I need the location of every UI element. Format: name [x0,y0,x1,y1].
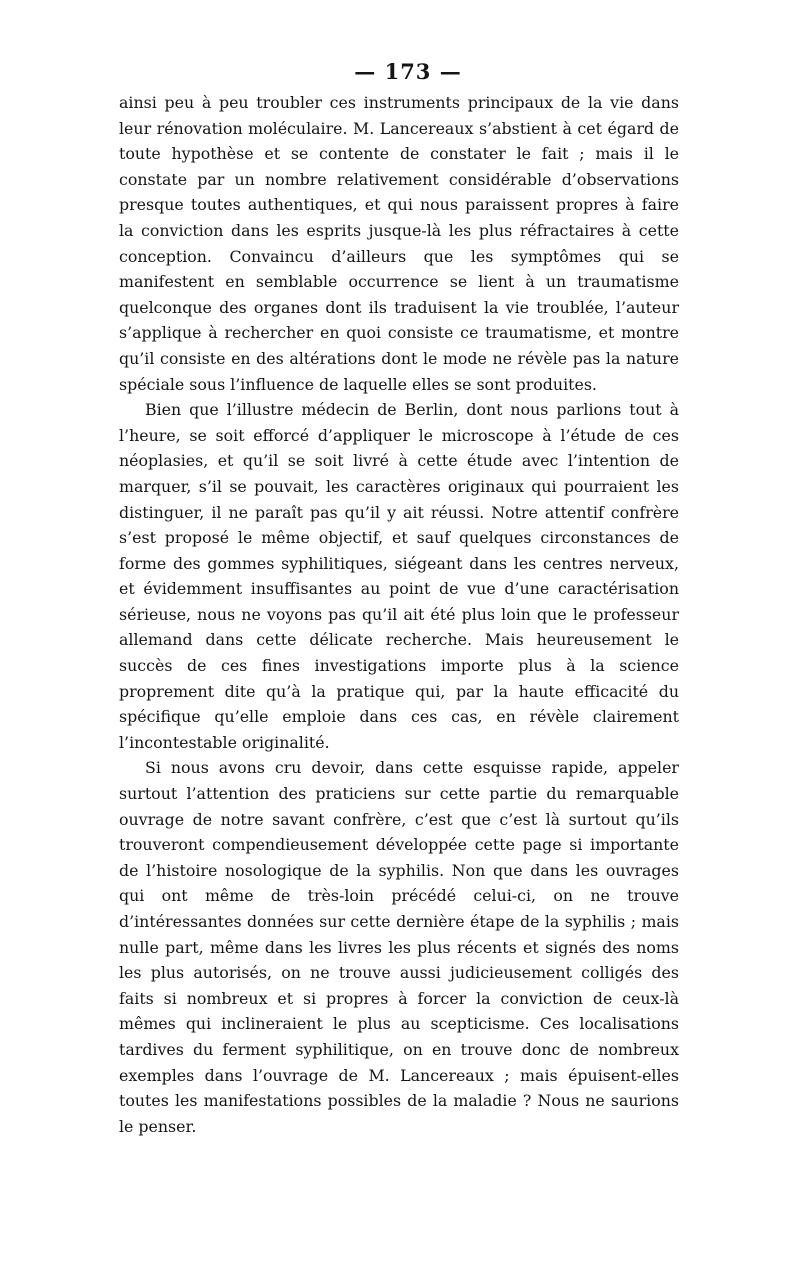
paragraph-2: Bien que l’illustre médecin de Berlin, dont nous parlions tout à l’heure, se soit efforcé d’appliquer le microscope à l’étude de ces néoplasies, et qu’il se soit livré à cette étude avec l’intention de marquer, s’il se pouvait, les caractères originaux qui pourraient les distinguer, il ne paraît pas qu’il y ait réussi. Notre attentif confrère s’est proposé le même objectif, et sauf quelques circonstances de forme des gommes syphilitiques, siégeant dans les centres nerveux, et évidemment insuffisantes au point de vue d’une caractérisation sérieuse, nous ne voyons pas qu’il ait été plus loin que le professeur allemand dans cette délicate recherche. Mais heureusement le succès de ces fines investigations importe plus à la science proprement dite qu’à la pratique qui, par la haute efficacité du spécifique qu’elle emploie dans ces cas, en révèle clairement l’incontestable originalité. [119,400,679,752]
book-page [119,58,679,1139]
paragraph-1: ainsi peu à peu troubler ces instruments principaux de la vie dans leur rénovation moléculaire. M. Lancereaux s’abstient à cet égard de toute hypothèse et se contente de constater le fait ; mais il le constate par un nombre relativement considérable d’observations presque toutes authentiques, et qui nous paraissent propres à faire la conviction dans les esprits jusque-là les plus réfractaires à cette conception. Convaincu d’ailleurs que les symptômes qui se manifestent en semblable occurrence se lient à un traumatisme quelconque des organes dont ils traduisent la vie troublée, l’auteur s’applique à rechercher en quoi consiste ce traumatisme, et montre qu’il consiste en des altérations dont le mode ne révèle pas la nature spéciale sous l’influence de laquelle elles se sont produites. [119,93,679,394]
paragraph-3: Si nous avons cru devoir, dans cette esquisse rapide, appeler surtout l’attention des praticiens sur cette partie du remarquable ouvrage de notre savant confrère, c’est que c’est là surtout qu’ils trouveront compendieusement développée cette page si importante de l’histoire nosologique de la syphilis. Non que dans les ouvrages qui ont même de très-loin précédé celui-ci, on ne trouve d’intéressantes données sur cette dernière étape de la syphilis ; mais nulle part, même dans les livres les plus récents et signés des noms les plus autorisés, on ne trouve aussi judicieusement colligés des faits si nombreux et si propres à forcer la conviction de ceux-là mêmes qui inclineraient le plus au scepticisme. Ces localisations tardives du ferment syphilitique, on en trouve donc de nombreux exemples dans l’ouvrage de M. Lancereaux ; mais épuisent-elles toutes les manifestations possibles de la maladie ? Nous ne saurions le penser. [119,758,679,1136]
page-number: — 173 — [354,59,462,84]
